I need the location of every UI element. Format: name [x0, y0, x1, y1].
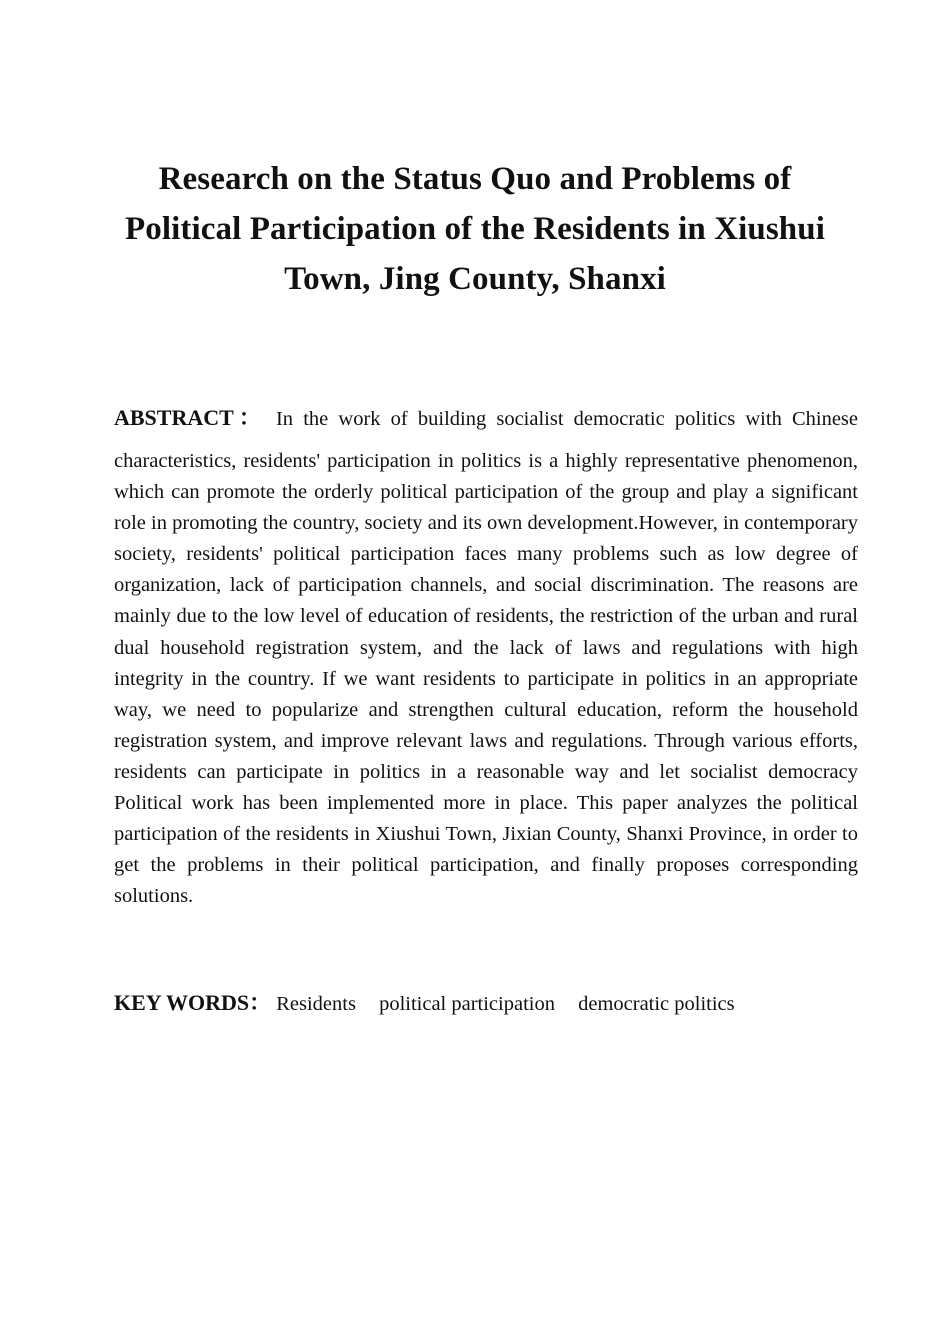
keyword-item: democratic politics	[578, 993, 735, 1015]
abstract-section	[114, 402, 858, 912]
keywords-label: KEY WORDS：	[114, 990, 272, 1015]
abstract-body: characteristics, residents' participation in politics is a highly representative phenomenon, which can promote the orderly political participation of the group and play a significant role in promoting the country, society and its own development.However, in contemporary society, residents' political participation faces many problems such as low degree of organization, lack of participation channels, and social discrimination. The reasons are mainly due to the low level of education of residents, the restriction of the urban and rural dual household registration system, and the lack of laws and regulations with high integrity in the country. If we want residents to participate in politics in an appropriate way, we need to popularize and strengthen cultural education, reform the household registration system, and improve relevant laws and regulations. Through various efforts, residents can participate in politics in a reasonable way and let socialist democracy Political work has been implemented more in place. This paper analyzes the political participation of the residents in Xiushui Town, Jixian County, Shanxi Province, in order to get the problems in their political participation, and finally proposes corresponding solutions.	[114, 450, 858, 908]
title-line: Political Participation of the Residents in Xiushui	[125, 211, 825, 247]
keywords-section	[114, 987, 753, 1020]
keyword-item: political participation	[379, 993, 555, 1015]
title-line: Research on the Status Quo and Problems of	[158, 161, 792, 197]
abstract-first-text: In the work of building socialist democratic politics with Chinese	[275, 408, 858, 430]
paper-title	[100, 154, 850, 304]
keyword-item: Residents	[276, 993, 356, 1015]
abstract-first-line	[114, 402, 858, 434]
title-line: Town, Jing County, Shanxi	[284, 261, 666, 297]
abstract-label: ABSTRACT：	[114, 405, 266, 430]
